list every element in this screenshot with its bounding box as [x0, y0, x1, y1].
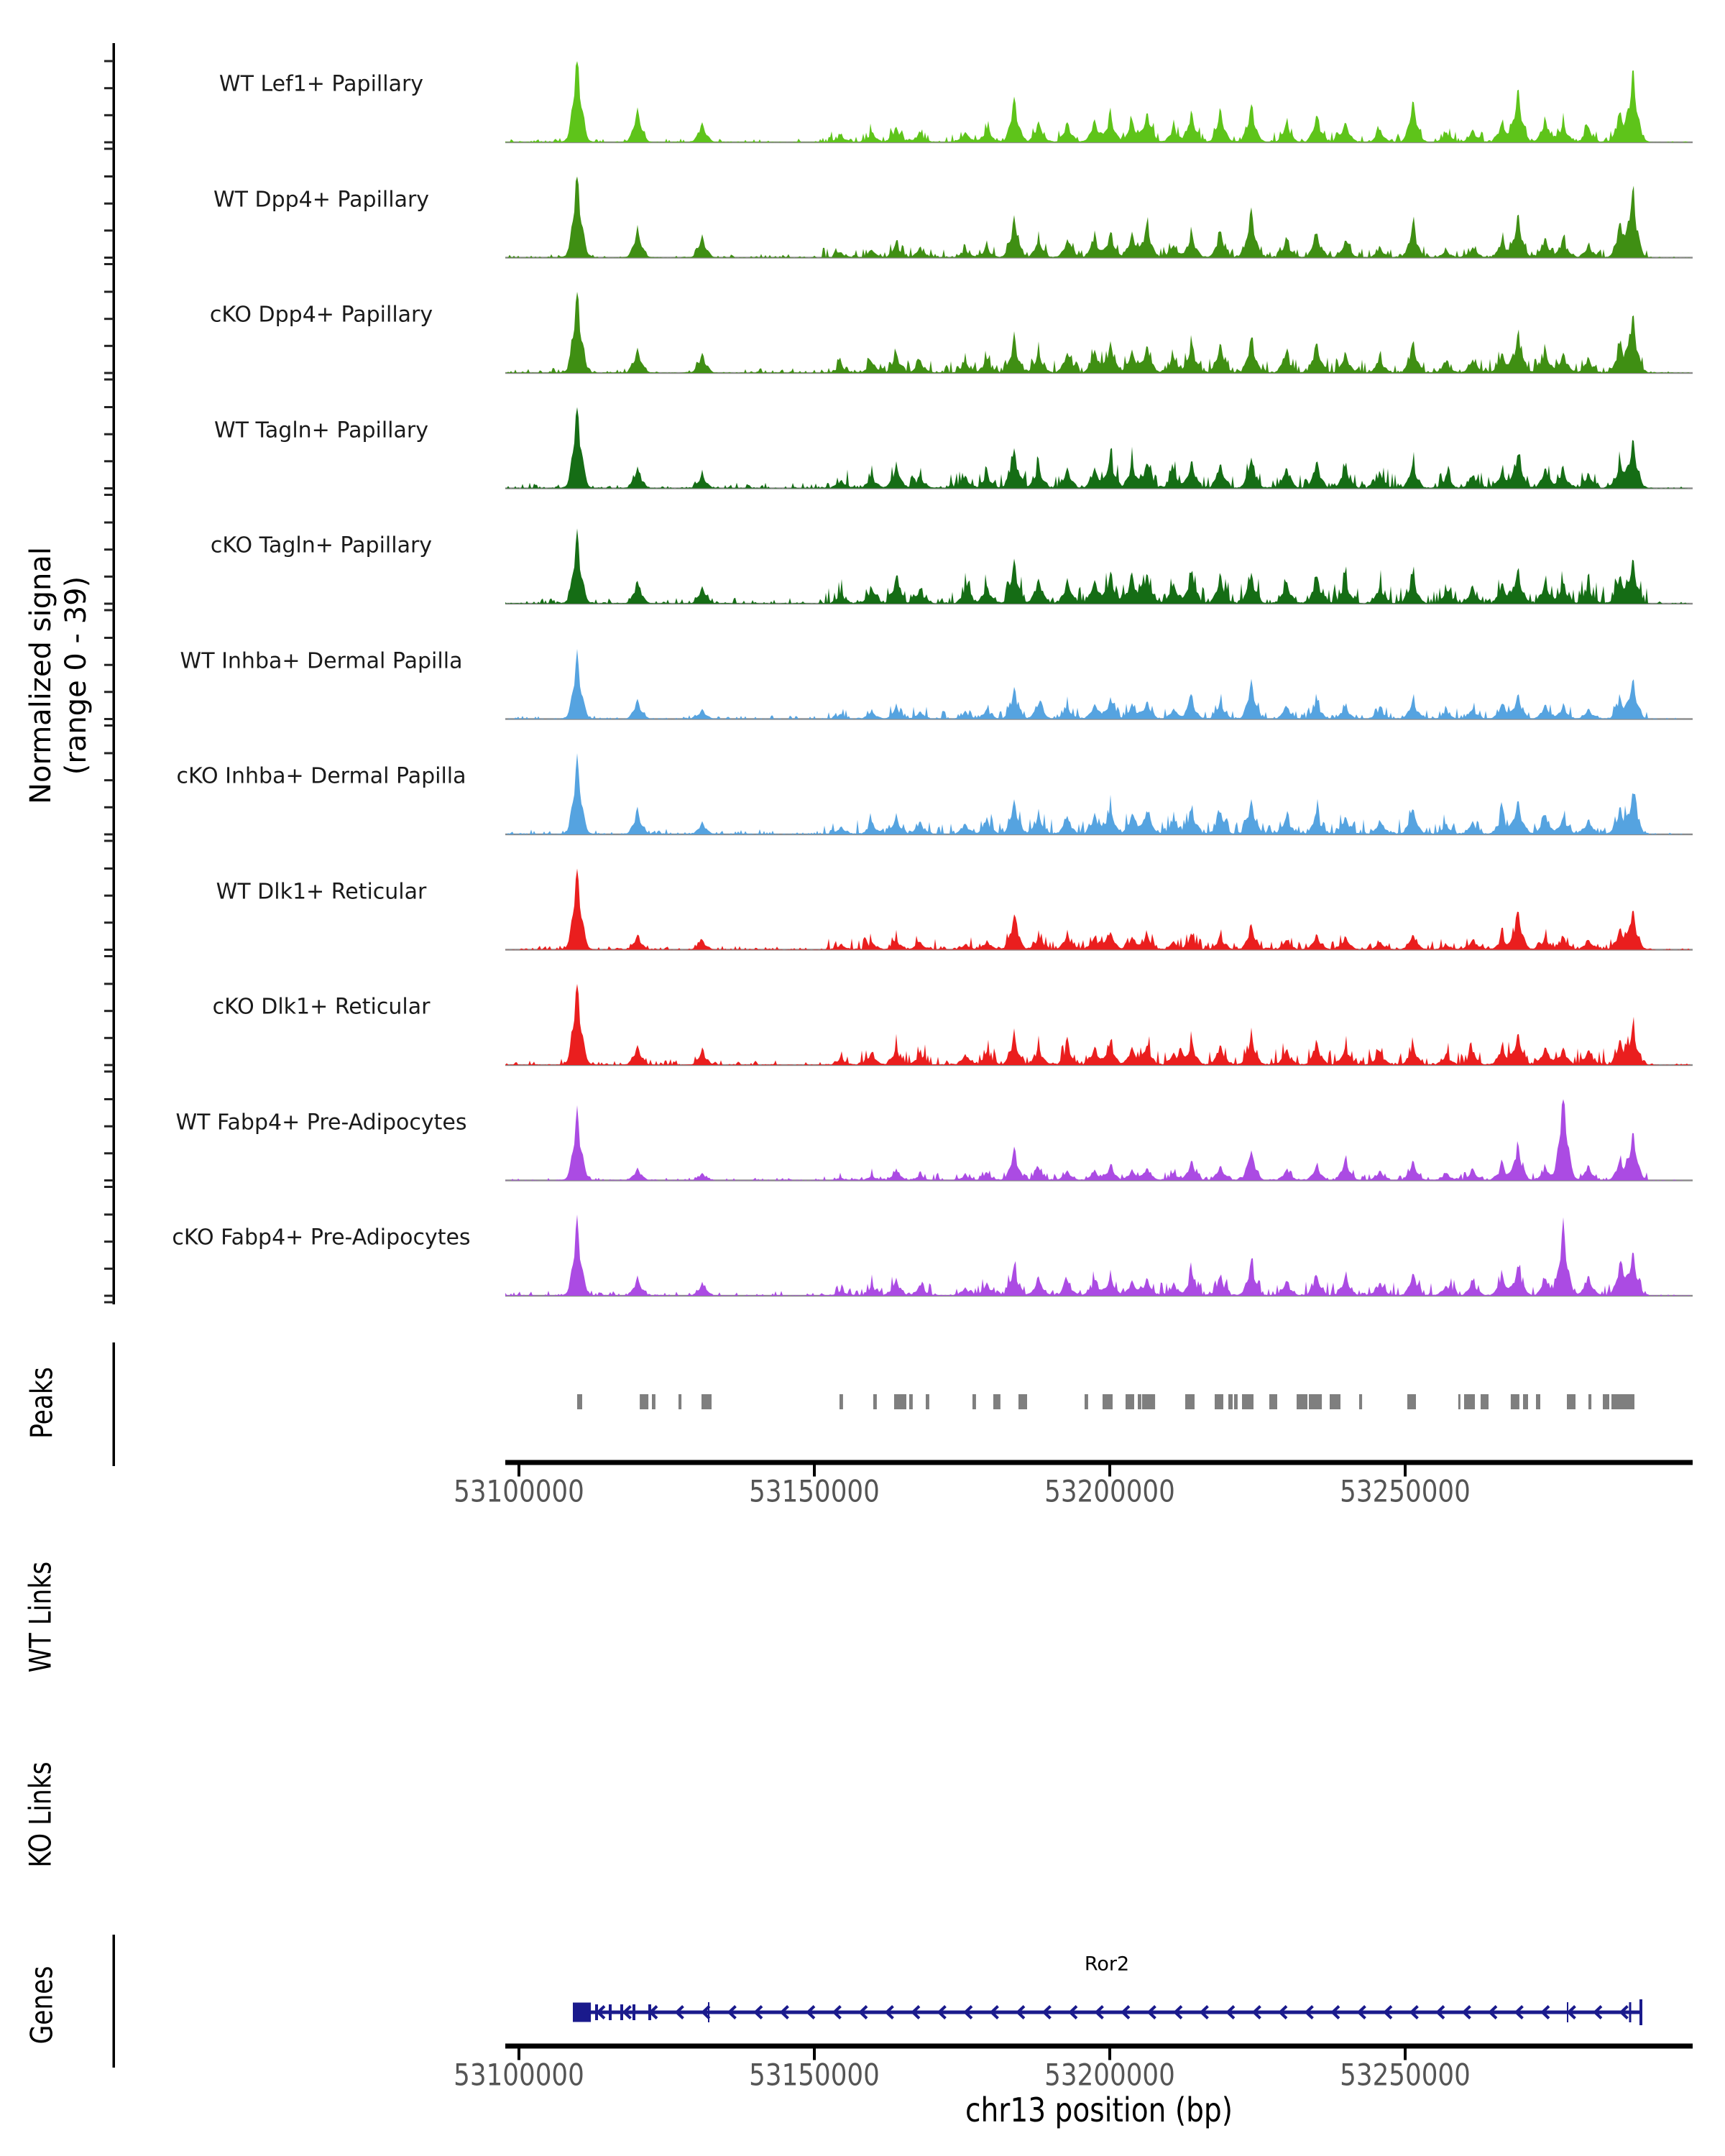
signal-axis-tick	[104, 691, 114, 693]
peak-interval	[702, 1394, 712, 1409]
signal-axis-tick	[104, 460, 114, 462]
peak-interval	[1085, 1394, 1088, 1409]
signal-area-2	[505, 177, 1690, 258]
y-axis-label-line2: (range 0 - 39)	[60, 576, 93, 775]
signal-axis-tick	[104, 949, 114, 951]
signal-axis-tick	[104, 1152, 114, 1154]
signal-axis-tick	[104, 1240, 114, 1243]
peak-interval	[640, 1394, 648, 1409]
genes-row-label: Genes	[24, 1966, 60, 2045]
signal-axis-tick	[104, 637, 114, 639]
axis-tick-label: 53250000	[1340, 1473, 1471, 1509]
peak-interval	[1536, 1394, 1540, 1409]
peak-interval	[1142, 1394, 1155, 1409]
signal-axis-tick	[104, 60, 114, 63]
track-label-6: WT Inhba+ Dermal Papilla	[180, 648, 463, 673]
axis-tick-label: 53200000	[1044, 1473, 1175, 1509]
peak-interval	[1234, 1394, 1238, 1409]
track-label-8: WT Dlk1+ Reticular	[216, 879, 427, 904]
peak-interval	[993, 1394, 1000, 1409]
signal-axis-tick	[104, 291, 114, 293]
genes-bracket	[113, 1935, 116, 2068]
signal-axis-line	[113, 43, 116, 1304]
signal-axis-tick	[104, 494, 114, 496]
signal-axis-tick	[104, 548, 114, 550]
peak-interval	[1269, 1394, 1277, 1409]
gene-body-line	[573, 2011, 1641, 2014]
signal-axis-tick	[104, 263, 114, 265]
track-label-7: cKO Inhba+ Dermal Papilla	[176, 763, 466, 789]
peak-interval	[1481, 1394, 1489, 1409]
signal-axis-tick	[104, 148, 114, 150]
signal-area-3	[505, 292, 1690, 373]
peak-interval	[972, 1394, 976, 1409]
peak-interval	[1359, 1394, 1362, 1409]
axis-tick-label: 53100000	[454, 2057, 584, 2093]
signal-axis-tick	[104, 921, 114, 923]
signal-axis-tick	[104, 724, 114, 727]
axis-tick-label: 53200000	[1044, 2057, 1175, 2093]
peak-interval	[1228, 1394, 1233, 1409]
peak-interval	[1309, 1394, 1322, 1409]
signal-axis-tick	[104, 257, 114, 259]
peak-interval	[873, 1394, 877, 1409]
peak-interval	[1103, 1394, 1113, 1409]
signal-axis-tick	[104, 175, 114, 178]
signal-axis-tick	[104, 955, 114, 957]
signal-axis-tick	[104, 1179, 114, 1181]
signal-axis-tick	[104, 229, 114, 231]
signal-axis-tick	[104, 1037, 114, 1039]
signal-axis-tick	[104, 779, 114, 781]
peak-interval	[1018, 1394, 1027, 1409]
peak-interval	[1330, 1394, 1340, 1409]
peak-interval	[1242, 1394, 1254, 1409]
position-axis-line	[505, 1460, 1693, 1465]
peak-interval	[1511, 1394, 1519, 1409]
signal-axis-tick	[104, 203, 114, 205]
peak-interval	[1523, 1394, 1528, 1409]
track-label-1: WT Lef1+ Papillary	[218, 71, 424, 97]
axis-tick-label: 53150000	[749, 1473, 880, 1509]
peak-interval	[1138, 1394, 1141, 1409]
peak-interval	[1464, 1394, 1475, 1409]
signal-axis-tick	[104, 1295, 114, 1297]
signal-axis-tick	[104, 1302, 114, 1304]
signal-axis-tick	[104, 1064, 114, 1067]
gene-exon-tick	[1629, 2002, 1632, 2022]
signal-area-9	[505, 984, 1690, 1065]
peak-interval	[894, 1394, 906, 1409]
peaks-row-label: Peaks	[24, 1367, 60, 1439]
signal-axis-tick	[104, 433, 114, 436]
signal-axis-tick	[104, 487, 114, 489]
axis-tick-label: 53150000	[749, 2057, 880, 2093]
signal-axis-tick	[104, 834, 114, 836]
signal-axis-tick	[104, 1214, 114, 1216]
peak-interval	[1567, 1394, 1576, 1409]
track-label-9: cKO Dlk1+ Reticular	[212, 994, 431, 1020]
track-label-10: WT Fabp4+ Pre-Adipocytes	[175, 1110, 467, 1135]
peak-interval	[1407, 1394, 1416, 1409]
track-label-2: WT Dpp4+ Papillary	[213, 187, 430, 212]
signal-axis-tick	[104, 372, 114, 374]
signal-axis-tick	[104, 576, 114, 578]
position-axis-line	[505, 2044, 1693, 2049]
signal-axis-tick	[104, 406, 114, 408]
signal-axis-tick	[104, 895, 114, 897]
peak-interval	[1458, 1394, 1460, 1409]
peak-interval	[1215, 1394, 1223, 1409]
signal-axis-tick	[104, 522, 114, 524]
signal-area-8	[505, 869, 1690, 950]
signal-axis-tick	[104, 345, 114, 347]
peaks-bracket	[113, 1342, 116, 1466]
signal-area-4	[505, 407, 1690, 489]
signal-axis-tick	[104, 664, 114, 666]
peak-interval	[652, 1394, 656, 1409]
track-label-4: WT Tagln+ Papillary	[214, 418, 428, 443]
signal-area-5	[505, 528, 1690, 604]
signal-area-10	[505, 1100, 1690, 1181]
signal-axis-tick	[104, 1268, 114, 1270]
signal-axis-tick	[104, 318, 114, 320]
signal-axis-tick	[104, 752, 114, 755]
signal-area-7	[505, 753, 1690, 834]
signal-axis-tick	[104, 609, 114, 612]
signal-axis-tick	[104, 867, 114, 870]
signal-axis-tick	[104, 1098, 114, 1100]
signal-area-11	[505, 1215, 1690, 1296]
ko-links-row-label: KO Links	[22, 1761, 58, 1868]
gene-cds-block	[573, 2003, 591, 2022]
signal-axis-tick	[104, 840, 114, 842]
signal-axis-tick	[104, 114, 114, 116]
axis-tick-label: 53250000	[1340, 2057, 1471, 2093]
signal-axis-tick	[104, 983, 114, 985]
x-axis-title: chr13 position (bp)	[965, 2091, 1233, 2129]
signal-axis-tick	[104, 718, 114, 720]
signal-axis-tick	[104, 87, 114, 89]
peak-interval	[1603, 1394, 1609, 1409]
signal-axis-tick	[104, 142, 114, 144]
gene-exon-tick	[632, 2004, 635, 2020]
signal-axis-tick	[104, 806, 114, 808]
signal-axis-tick	[104, 1010, 114, 1012]
axis-tick-label: 53100000	[454, 1473, 584, 1509]
y-axis-label-line1: Normalized signal	[24, 547, 58, 804]
signal-area-6	[505, 649, 1690, 719]
peak-interval	[840, 1394, 843, 1409]
signal-axis-tick	[104, 379, 114, 381]
peak-interval	[926, 1394, 929, 1409]
gene-name-label: Ror2	[1084, 1953, 1130, 1976]
wt-links-row-label: WT Links	[22, 1561, 58, 1673]
gene-exon-tick	[609, 2004, 612, 2020]
signal-axis-tick	[104, 603, 114, 605]
signal-axis-tick	[104, 1071, 114, 1073]
peak-interval	[678, 1394, 681, 1409]
peak-interval	[1185, 1394, 1195, 1409]
signal-area-1	[505, 61, 1690, 142]
peak-interval	[1126, 1394, 1134, 1409]
peak-interval	[577, 1394, 582, 1409]
gene-end-bar	[1639, 1999, 1642, 2025]
peak-interval	[1297, 1394, 1307, 1409]
y-axis-label	[24, 547, 94, 804]
peak-interval	[1588, 1394, 1591, 1409]
gene-thin-tick	[708, 2002, 709, 2022]
signal-axis-tick	[104, 1186, 114, 1188]
peak-interval	[1619, 1394, 1634, 1409]
track-label-3: cKO Dpp4+ Papillary	[209, 302, 433, 328]
track-label-11: cKO Fabp4+ Pre-Adipocytes	[172, 1225, 471, 1250]
track-label-5: cKO Tagln+ Papillary	[210, 533, 433, 558]
signal-axis-tick	[104, 1125, 114, 1128]
peak-interval	[909, 1394, 913, 1409]
